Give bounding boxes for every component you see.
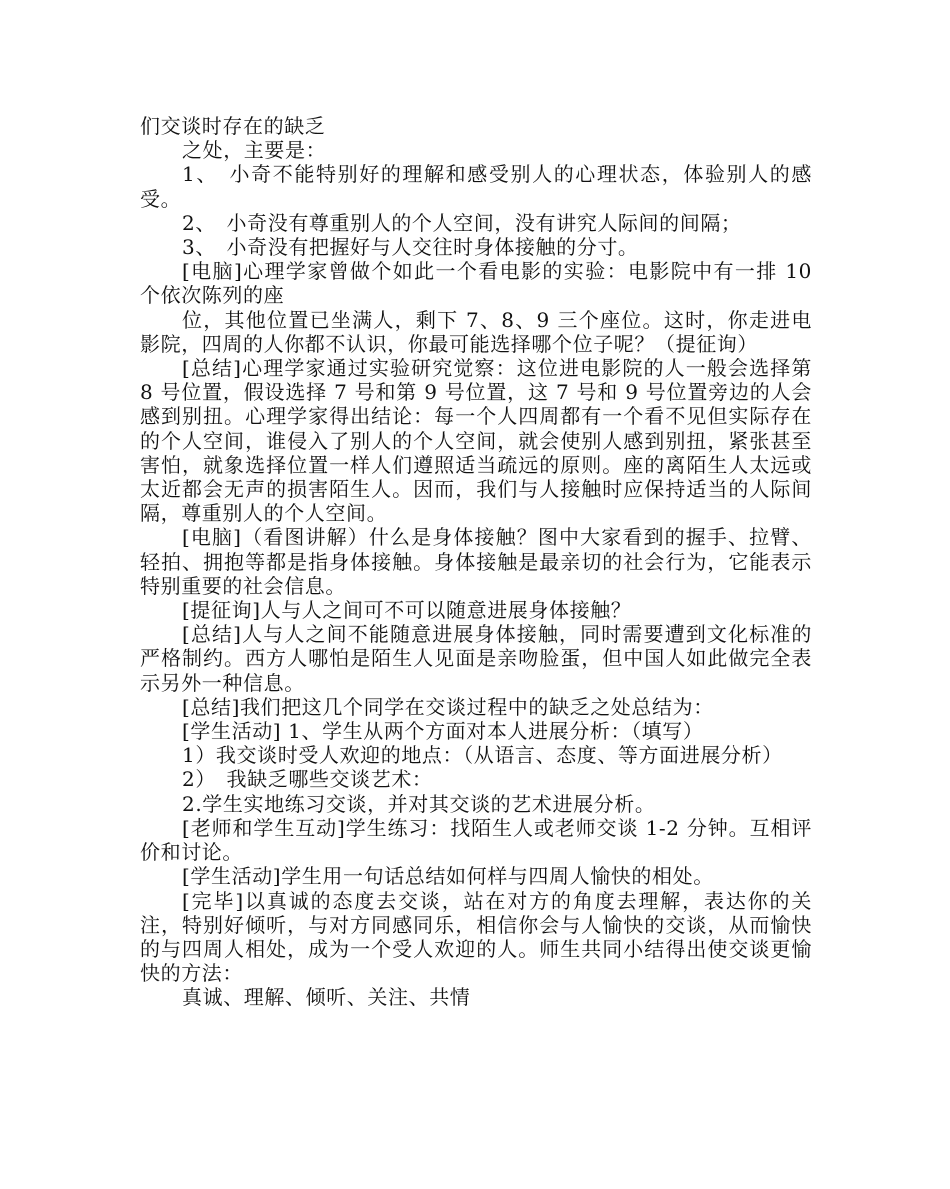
document-body — [140, 114, 812, 1010]
paragraph-student-activity: [学生活动] 1、学生从两个方面对本人进展分析：（填写） — [182, 719, 704, 744]
list-item-1: 1、 小奇不能特别好的理解和感受别人的心理状态，体验别人的感受。 — [140, 162, 812, 211]
paragraph-continuation: 们交谈时存在的缺乏 — [140, 114, 326, 138]
paragraph-analysis-1: 1）我交谈时受人欢迎的地点：（从语言、态度、等方面进展分析） — [182, 743, 783, 768]
paragraph-summary-contact: [总结]人与人之间不能随意进展身体接触，同时需要遭到文化标准的严格制约。西方人哪怕是陌生人见面是亲吻脸蛋，但中国人如此做完全表示另外一种信息。 — [140, 622, 812, 695]
paragraph-question-contact: [提征询]人与人之间可不可以随意进展身体接触？ — [182, 598, 632, 623]
paragraph-student-summary: [学生活动]学生用一句话总结如何样与四周人愉快的相处。 — [182, 864, 714, 889]
list-item-3: 3、 小奇没有把握好与人交往时身体接触的分寸。 — [182, 235, 639, 260]
paragraph-intro: 之处，主要是： — [182, 138, 327, 163]
paragraph-practice: 2.学生实地练习交谈，并对其交谈的艺术进展分析。 — [182, 791, 656, 816]
paragraph-methods: 真诚、理解、倾听、关注、共情 — [182, 985, 471, 1010]
paragraph-question: 位，其他位置已坐满人，剩下 7、8、9 三个座位。这时，你走进电影院，四周的人你都不认识，你最可能选择哪个位子呢？（提征询） — [140, 307, 812, 356]
paragraph-body-contact: [电脑]（看图讲解）什么是身体接触？图中大家看到的握手、拉臂、轻拍、拥抱等都是指身体接触。身体接触是最亲切的社会行为，它能表示特别重要的社会信息。 — [140, 525, 812, 598]
paragraph-experiment: [电脑]心理学家曾做个如此一个看电影的实验：电影院中有一排 10 个依次陈列的座 — [140, 259, 812, 308]
paragraph-analysis-2: 2） 我缺乏哪些交谈艺术： — [182, 767, 433, 792]
paragraph-summary-space: [总结]心理学家通过实验研究觉察：这位进电影院的人一般会选择第 8 号位置，假设选择 7 号和第 9 号位置，这 7 号和 9 号位置旁边的人会感到别扭。心理学家得出结论：每一个人四周都有一个看不见但实际存在的个人空间，谁侵入了别人的个人空间，就会使别人感到别扭，紧张甚至害怕，就象选择位置一样人们遵照适当疏远的原则。座的离陌生人太远或太近都会无声的损害陌生人。因而，我们与人接触时应保持适当的人际间隔，尊重别人的个人空间。 — [140, 356, 812, 526]
paragraph-conclusion: [完毕]以真诚的态度去交谈，站在对方的角度去理解，表达你的关注，特别好倾听，与对方同感同乐，相信你会与人愉快的交谈，从而愉快的与四周人相处，成为一个受人欢迎的人。师生共同小结得出使交谈更愉快的方法： — [140, 888, 812, 986]
paragraph-interaction: [老师和学生互动]学生练习：找陌生人或老师交谈 1-2 分钟。互相评价和讨论。 — [140, 815, 812, 865]
list-item-2: 2、 小奇没有尊重别人的个人空间，没有讲究人际间的间隔； — [182, 210, 742, 235]
paragraph-summary-shortcomings: [总结]我们把这几个同学在交谈过程中的缺乏之处总结为： — [182, 694, 714, 719]
